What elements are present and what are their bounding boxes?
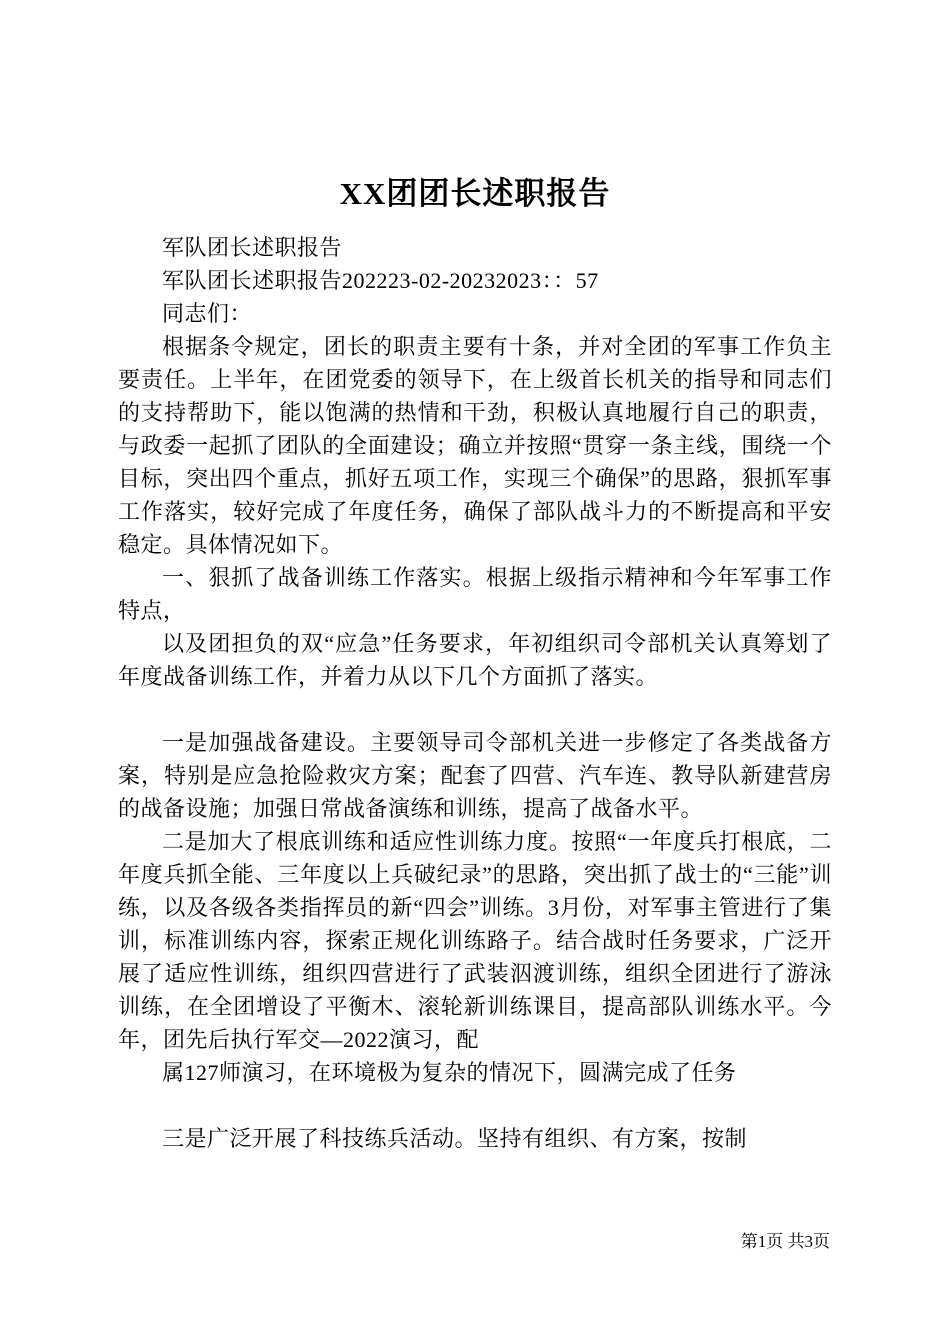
page-footer [741, 1227, 830, 1252]
paragraph: 一、狠抓了战备训练工作落实。根据上级指示精神和今年军事工作特点， [118, 565, 832, 623]
paragraph: 二是加大了根底训练和适应性训练力度。按照“一年度兵打根底，二年度兵抓全能、三年度以上兵破纪录”的思路，突出抓了战士的“三能”训练，以及各级各类指挥员的新“四会”训练。3月份，对军事主管进行了集训，标准训练内容，探索正规化训练路子。结合战时任务要求，广泛开展了适应性训练，组织四营进行了武装泅渡训练，组织全团进行了游泳训练，在全团增设了平衡木、滚轮新训练课目，提高部队训练水平。今年，团先后执行军交—2022演习，配 [118, 829, 832, 1052]
paragraph: 三是广泛开展了科技练兵活动。坚持有组织、有方案，按制 [162, 1126, 748, 1151]
paragraph: 以及团担负的双“应急”任务要求，年初组织司令部机关认真筹划了年度战备训练工作，并着力从以下几个方面抓了落实。 [118, 631, 832, 689]
doc-title: XX团团长述职报告 [339, 176, 611, 211]
paragraph-blank [118, 693, 832, 726]
paragraph: 属127师演习，在环境极为复杂的情况下，圆满完成了任务 [162, 1060, 737, 1085]
page-number: 第1页 共3页 [740, 1232, 830, 1251]
paragraph: 根据条令规定，团长的职责主要有十条，并对全团的军事工作负主要责任。上半年，在团党委的领导下，在上级首长机关的指导和同志们的支持帮助下，能以饱满的热情和干劲，积极认真地履行自己的职责，与政委一起抓了团队的全面建设；确立并按照“贯穿一条主线，围绕一个目标，突出四个重点，抓好五项工作，实现三个确保”的思路，狠抓军事工作落实，较好完成了年度任务，确保了部队战斗力的不断提高和平安稳定。具体情况如下。 [118, 334, 832, 557]
paragraph: 军队团长述职报告202223-02-20232023：：57 [162, 268, 599, 293]
paragraph: 军队团长述职报告 [162, 235, 343, 260]
paragraph: 同志们： [162, 301, 253, 326]
paragraph-blank [118, 1089, 832, 1122]
paragraph: 一是加强战备建设。主要领导司令部机关进一步修定了各类战备方案，特别是应急抢险救灾方案；配套了四营、汽车连、教导队新建营房的战备设施；加强日常战备演练和训练，提高了战备水平。 [118, 730, 832, 821]
